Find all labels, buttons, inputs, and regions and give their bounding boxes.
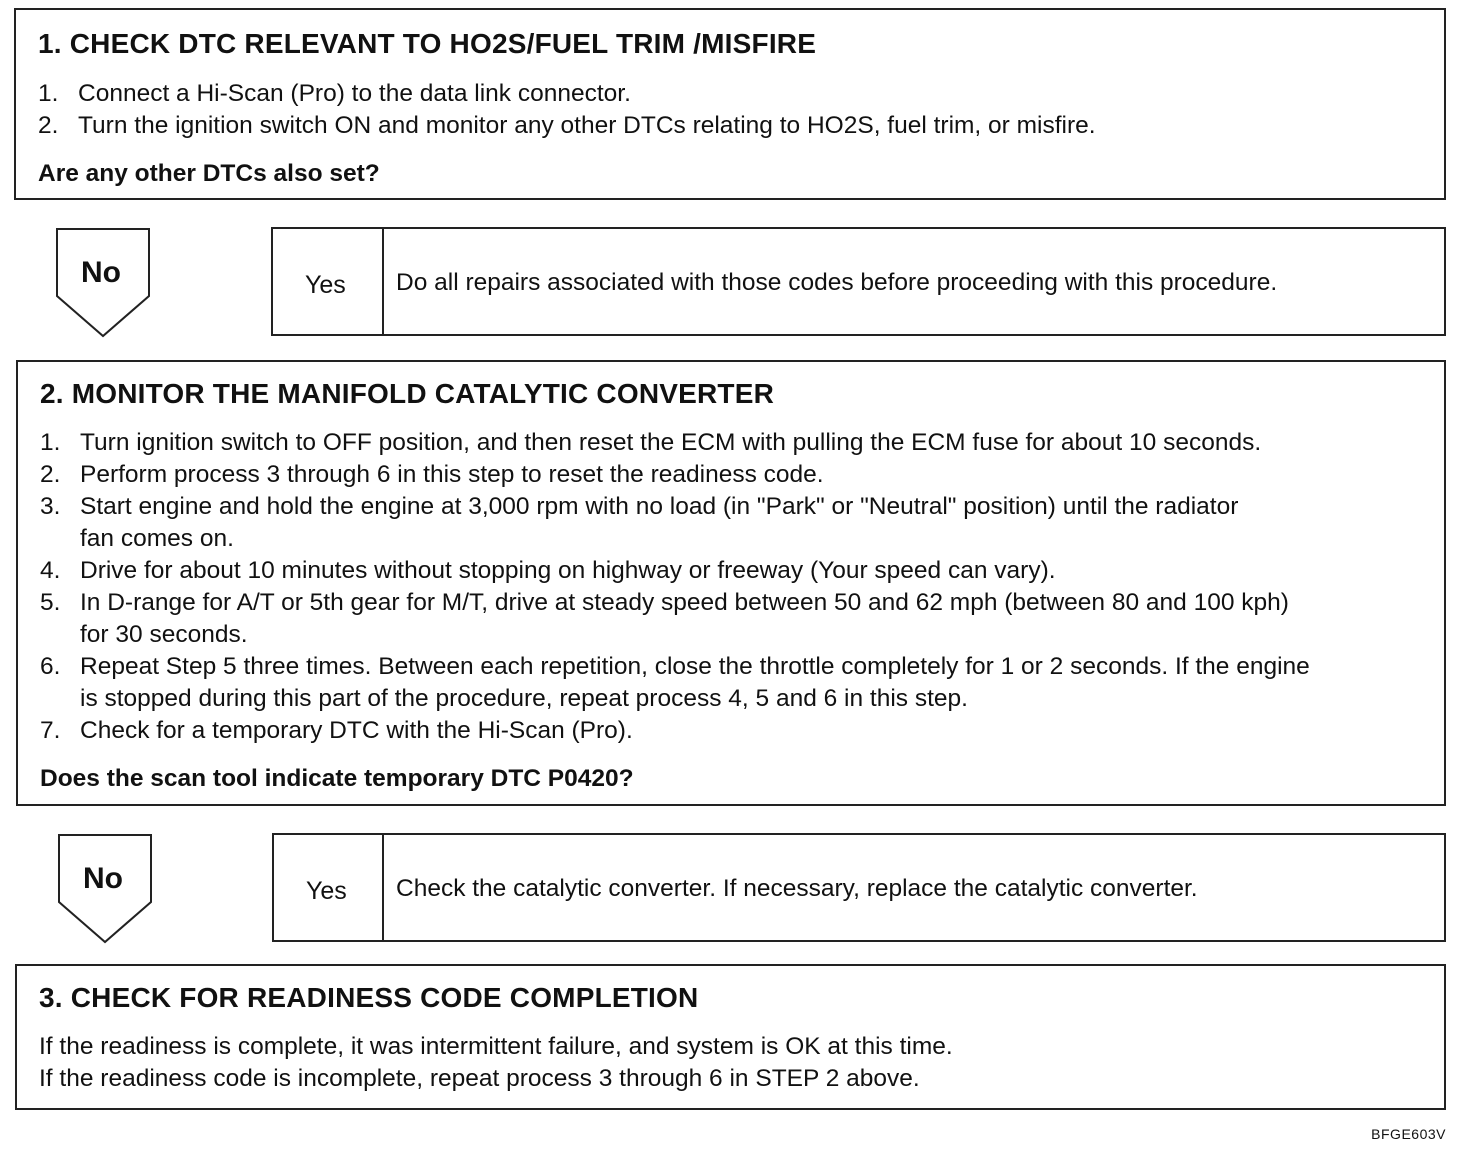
step3-text: If the readiness code is incomplete, repeat process 3 through 6 in STEP 2 above. [39,1065,920,1092]
step2-item-number: 6. [40,653,61,680]
step1-question: Are any other DTCs also set? [38,160,380,187]
step2-item-text: Perform process 3 through 6 in this step to reset the readiness code. [80,461,824,488]
step2-box [16,360,1446,806]
no-label: No [83,862,123,895]
step2-item-text: Repeat Step 5 three times. Between each repetition, close the throttle completely for 1 or 2 seconds. If the engine [80,653,1310,680]
step1-title: 1. CHECK DTC RELEVANT TO HO2S/FUEL TRIM /MISFIRE [38,28,817,59]
step2-item-number: 4. [40,557,61,584]
step2-item-text: Start engine and hold the engine at 3,000 rpm with no load (in "Park" or "Neutral" position) until the radiator [80,493,1239,520]
yes-divider [382,835,384,940]
step2-item-text-continued: fan comes on. [80,525,234,552]
no-arrow [56,228,152,338]
step1-box [14,8,1446,200]
step2-item-text: Check for a temporary DTC with the Hi-Scan (Pro). [80,717,633,744]
figure-code: BFGE603V [1371,1126,1446,1142]
step1-item-number: 1. [38,80,59,107]
yes-action-text: Check the catalytic converter. If necessary, replace the catalytic converter. [396,875,1198,902]
step1-item-text: Connect a Hi-Scan (Pro) to the data link connector. [78,80,631,107]
step2-item-number: 3. [40,493,61,520]
step2-item-number: 5. [40,589,61,616]
yes-box [271,227,1446,336]
step2-item-text-continued: is stopped during this part of the procedure, repeat process 4, 5 and 6 in this step. [80,685,968,712]
step1-item-text: Turn the ignition switch ON and monitor any other DTCs relating to HO2S, fuel trim, or misfire. [78,112,1096,139]
step2-title: 2. MONITOR THE MANIFOLD CATALYTIC CONVERTER [40,378,775,409]
step2-question: Does the scan tool indicate temporary DTC P0420? [40,765,634,792]
no-label: No [81,256,121,289]
step2-item-number: 7. [40,717,61,744]
step2-item-text: In D-range for A/T or 5th gear for M/T, drive at steady speed between 50 and 62 mph (between 80 and 100 kph) [80,589,1289,616]
step3-title: 3. CHECK FOR READINESS CODE COMPLETION [39,982,699,1013]
no-arrow [58,834,154,944]
step3-box [15,964,1446,1110]
yes-label: Yes [306,877,347,905]
yes-action-text: Do all repairs associated with those codes before proceeding with this procedure. [396,269,1278,296]
yes-divider [382,229,384,334]
step1-item-number: 2. [38,112,59,139]
step2-item-text-continued: for 30 seconds. [80,621,248,648]
yes-box [272,833,1446,942]
yes-label: Yes [305,271,346,299]
step3-text: If the readiness is complete, it was intermittent failure, and system is OK at this time. [39,1033,953,1060]
step2-item-number: 1. [40,429,61,456]
step2-item-text: Drive for about 10 minutes without stopping on highway or freeway (Your speed can vary). [80,557,1056,584]
step2-item-text: Turn ignition switch to OFF position, and then reset the ECM with pulling the ECM fuse for about 10 seconds. [80,429,1262,456]
step2-item-number: 2. [40,461,61,488]
